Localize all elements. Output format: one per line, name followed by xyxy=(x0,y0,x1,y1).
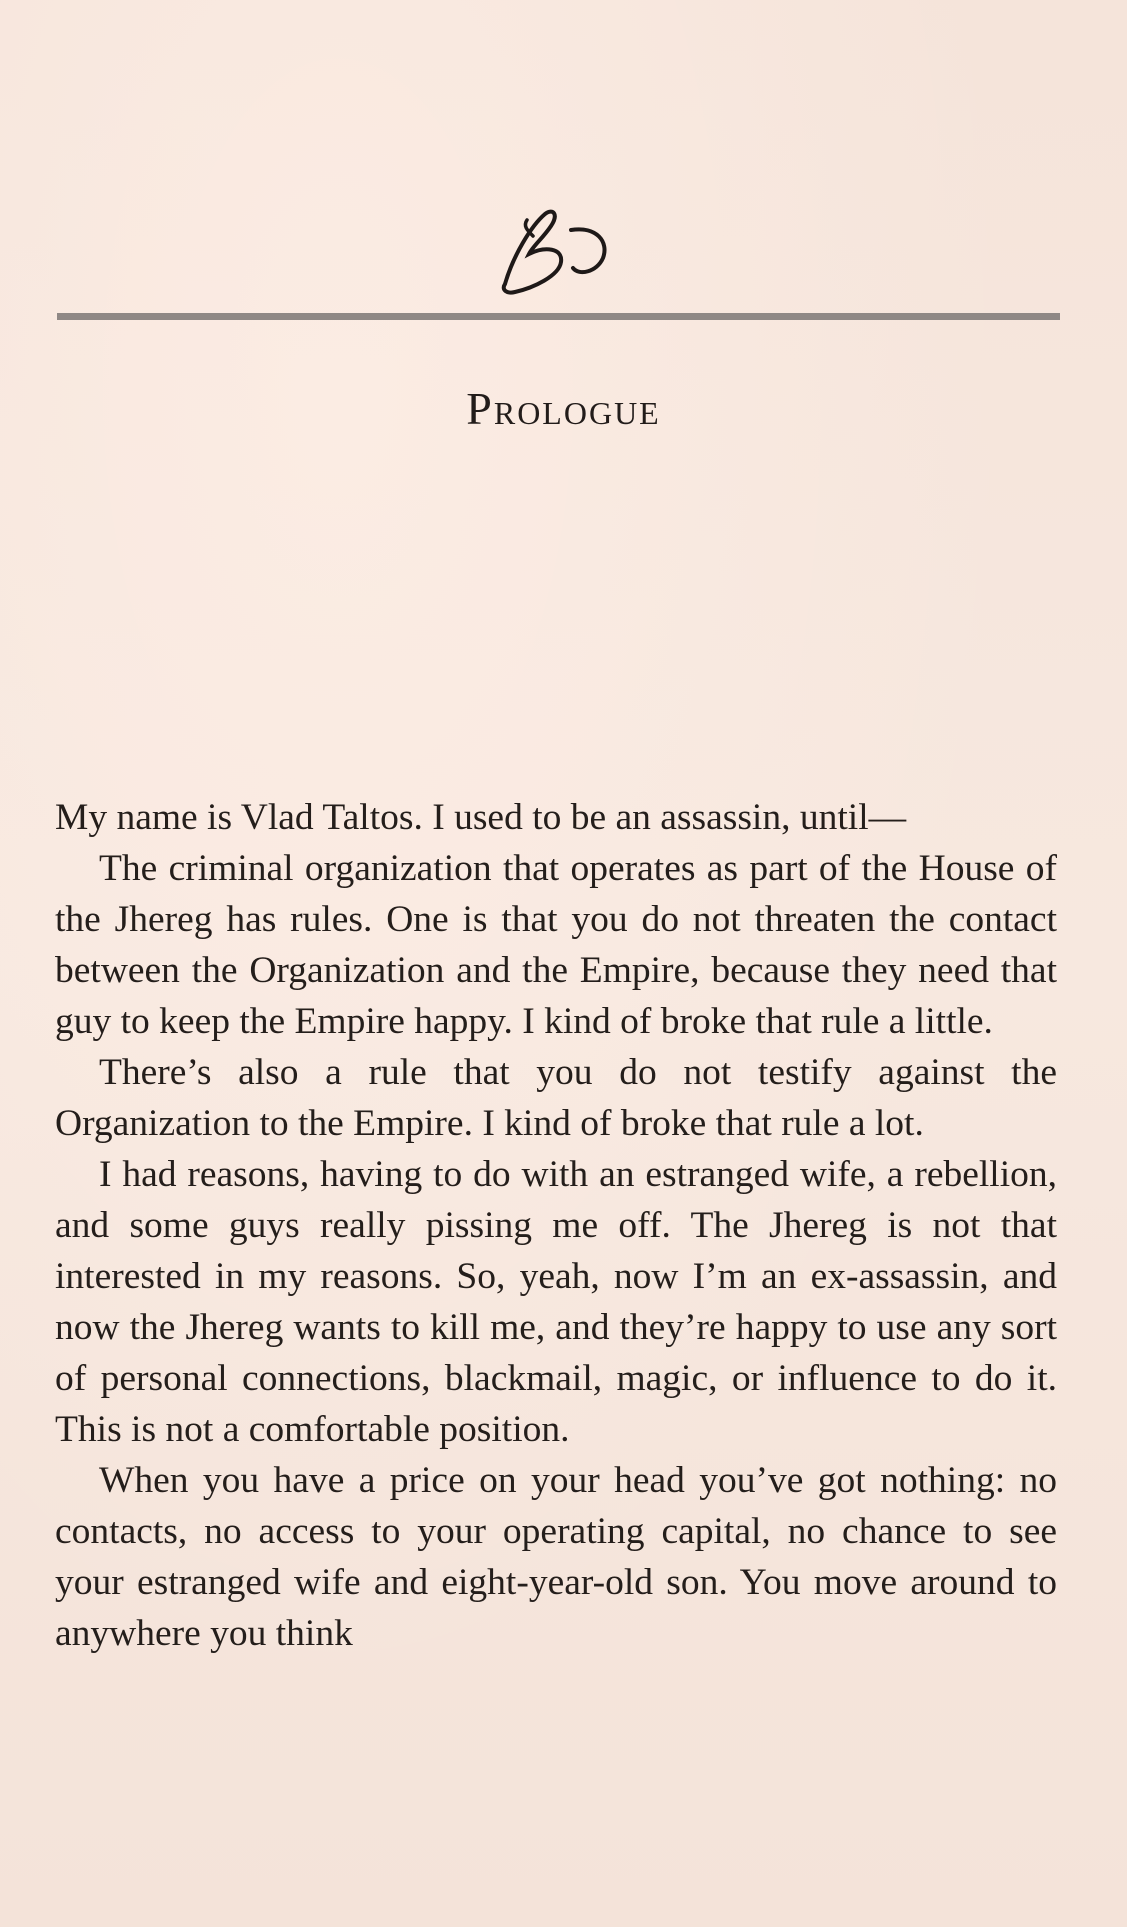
paragraph: There’s also a rule that you do not testify against the Organization to the Empire. I kind of broke that rule a lot. xyxy=(55,1052,1057,1144)
paragraph: I had reasons, having to do with an estranged wife, a rebellion, and some guys really pissing me off. The Jhereg is not that interested in my reasons. So, yeah, now I’m an ex-assassin, and now the Jhereg wants to kill me, and they’re happy to use any sort of personal connections, blackmail, magic, or influence to do it. This is not a comfortable position. xyxy=(55,1154,1057,1450)
swash-ornament-icon xyxy=(493,196,623,306)
chapter-divider-rule xyxy=(57,313,1060,320)
chapter-title: Prologue xyxy=(466,383,661,434)
paragraph: The criminal organization that operates as part of the House of the Jhereg has rules. One is that you do not threaten the contact between the Organization and the Empire, because they need that guy to keep the Empire happy. I kind of broke that rule a little. xyxy=(55,848,1057,1042)
prologue-body xyxy=(55,792,1057,1659)
paragraph: When you have a price on your head you’ve got nothing: no contacts, no access to your operating capital, no chance to see your estranged wife and eight-year-old son. You move around to anywhere you think xyxy=(55,1460,1057,1654)
paragraph: My name is Vlad Taltos. I used to be an assassin, until— xyxy=(55,797,907,838)
